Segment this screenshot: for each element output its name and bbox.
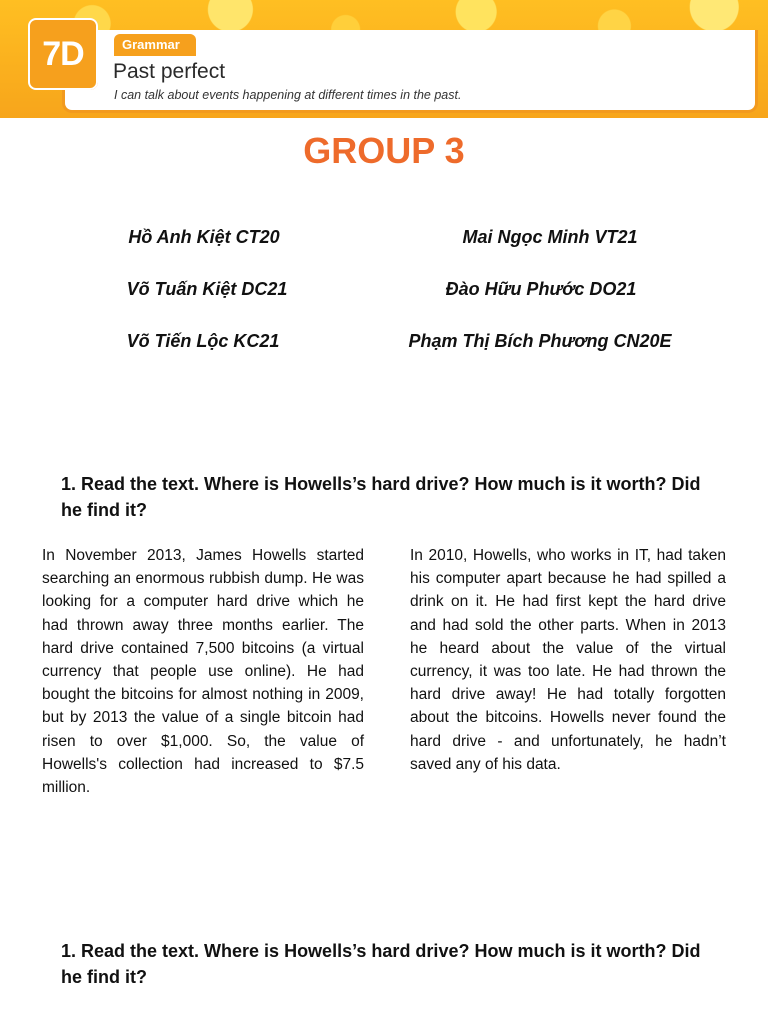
lesson-subtitle: I can talk about events happening at different times in the past. — [114, 88, 462, 102]
header-banner — [0, 0, 768, 118]
question-heading: 1. Read the text. Where is Howells’s hard drive? How much is it worth? Did he find it? — [61, 474, 701, 520]
group-title: GROUP 3 — [303, 130, 465, 171]
member-name: Đào Hữu Phước DO21 — [445, 279, 637, 299]
member-name: Hồ Anh Kiệt CT20 — [128, 227, 280, 247]
unit-badge-label: 7D — [42, 34, 84, 73]
question-heading-repeat: 1. Read the text. Where is Howells’s hard drive? How much is it worth? Did he find it? — [61, 941, 701, 987]
reading-text-right: In 2010, Howells, who works in IT, had taken his computer apart because he had spilled a drink on it. He had first kept the hard drive and had sold the other parts. When in 2013 he heard about the value of the virtual currency, it was too late. He had thrown the hard drive away! He had totally forgotten about the bitcoins. Howells never found the hard drive - and unfortunately, he hadn’t saved any of his data. — [410, 547, 726, 773]
member-name: Võ Tuấn Kiệt DC21 — [126, 279, 288, 299]
reading-text-left: In November 2013, James Howells started searching an enormous rubbish dump. He was looking for a computer hard drive which he had thrown away three months earlier. The hard drive contained 7,500 bitcoins (a virtual currency that people use online). He had bought the bitcoins for almost nothing in 2009, but by 2013 the value of a single bitcoin had risen to over $1,000. So, the value of Howells's collection had increased to $7.5 million. — [42, 547, 364, 797]
member-name: Võ Tiến Lộc KC21 — [126, 331, 280, 351]
member-name: Phạm Thị Bích Phương CN20E — [408, 331, 672, 351]
section-tab: Grammar — [114, 34, 196, 56]
lesson-title: Past perfect — [113, 60, 226, 83]
member-name: Mai Ngọc Minh VT21 — [462, 227, 638, 247]
unit-badge — [28, 18, 98, 90]
